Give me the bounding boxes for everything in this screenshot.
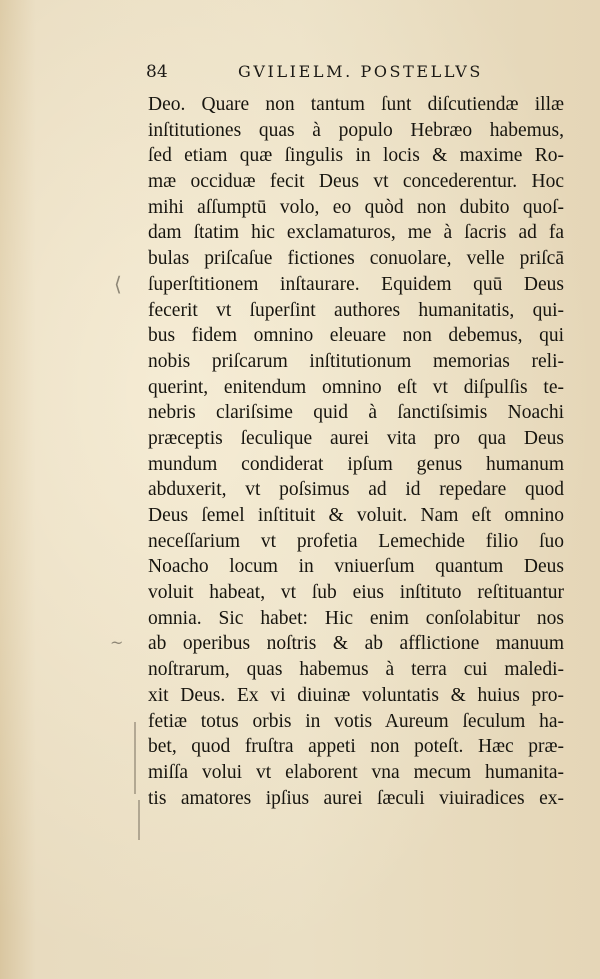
text-line: fetiæ totus orbis in votis Aureum ſeculum ha- [148,710,564,732]
text-line: omnia. Sic habet: Hic enim conſolabitur nos [148,607,564,629]
text-line: dam ſtatim hic exclamaturos, me à ſacris ad fa [148,222,564,244]
text-line: voluit habeat, vt ſub eius inſtituto reſtituantur [148,582,564,604]
text-line: Deo. Quare non tantum ſunt diſcutiendæ illæ [148,94,564,115]
text-line: Deus ſemel inſtituit & voluit. Nam eſt omnino [148,505,564,526]
text-line: nebris clariſsime quid à ſanctiſsimis Noachi [148,402,564,424]
text-line: ab operibus noſtris & ab afflictione manuum [148,633,564,655]
text-line: fecerit vt ſuperſint authores humanitatis, qui- [148,299,564,321]
text-line: miſſa volui vt elaborent vna mecum humanita- [148,761,564,783]
text-line: abduxerit, vt poſsimus ad id repedare quod [148,479,564,501]
text-line: tis amatores ipſius aurei ſæculi viuiradices ex- [148,787,564,809]
margin-rule [134,722,136,794]
text-line: noſtrarum, quas habemus à terra cui maledi- [148,659,564,681]
text-line: bulas priſcaſue fictiones conuolare, velle priſcā [148,248,564,270]
margin-rule [138,800,140,840]
text-line: mæ occiduæ fecit Deus vt concederentur. Hoc [148,171,564,193]
text-line: mihi aſſumptū volo, eo quòd non dubito quoſ- [148,196,564,218]
text-line: neceſſarium vt profetia Lemechide filio ſuo [148,530,564,552]
text-line: nobis priſcarum inſtitutionum memorias reli- [148,350,564,372]
body-text [148,92,564,811]
margin-annotation-mark: ⟨ [114,272,122,296]
text-line: Noacho locum in vniuerſum quantum Deus [148,556,564,578]
text-line: inſtitutiones quas à populo Hebræo habemus, [148,119,564,141]
margin-annotation-mark: ~ [110,633,124,652]
text-line: præceptis ſeculique aurei vita pro qua Deus [148,427,564,449]
text-line: mundum condiderat ipſum genus humanum [148,453,564,475]
text-line: ſed etiam quæ ſingulis in locis & maxime Ro- [148,145,564,167]
text-line: bet, quod fruſtra appeti non poteſt. Hæc præ- [148,736,564,758]
text-line: xit Deus. Ex vi diuinæ voluntatis & huius pro- [148,684,564,706]
page-number: 84 [146,62,168,82]
text-line: ſuperſtitionem inſtaurare. Equidem quū Deus [148,273,564,295]
running-head: GVILIELM. POSTELLVS [238,62,483,81]
text-line: bus fidem omnino eleuare non debemus, qui [148,325,564,347]
page-header [146,62,560,86]
text-line: querint, enitendum omnino eſt vt diſpulſis te- [148,376,564,398]
